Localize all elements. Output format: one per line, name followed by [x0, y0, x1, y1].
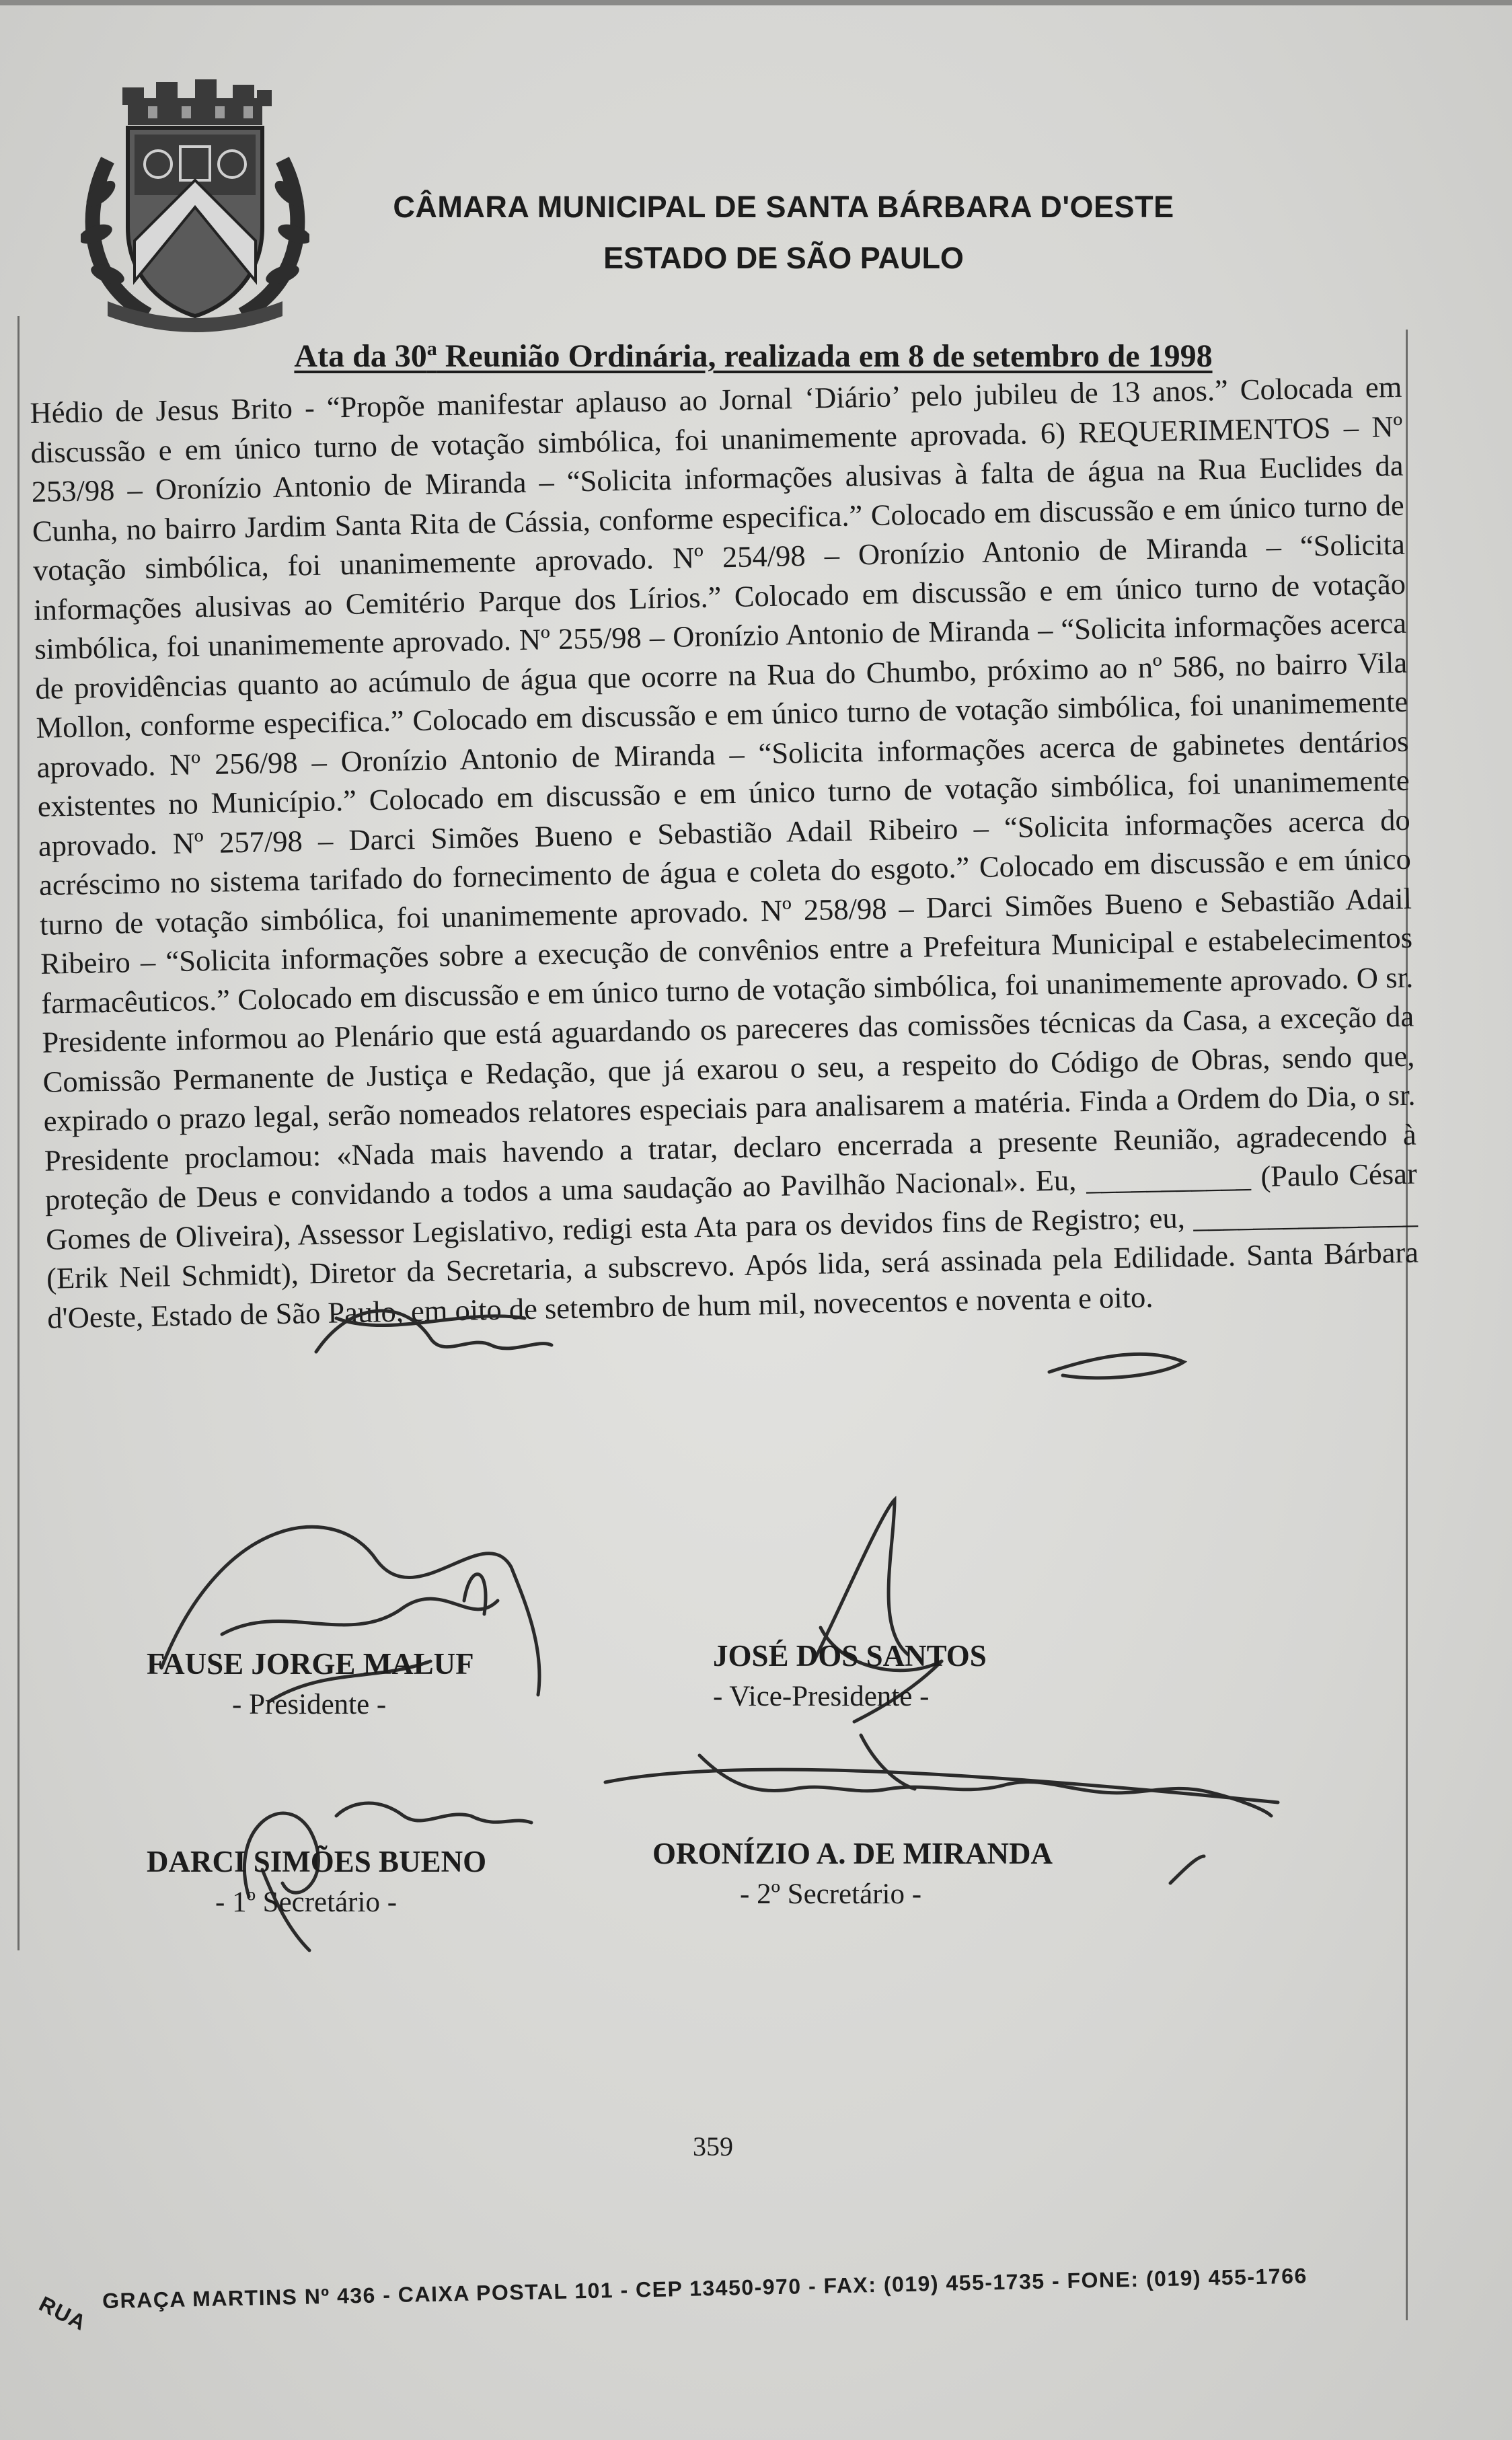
signatory-role: - 2º Secretário - — [740, 1878, 922, 1910]
signatory-name: DARCI SIMÕES BUENO — [147, 1845, 487, 1878]
state-name: ESTADO DE SÃO PAULO — [603, 241, 964, 275]
title-suffix: Reunião Ordinária, realizada em 8 de setembro de 1998 — [437, 338, 1213, 374]
page-number: 359 — [693, 2131, 733, 2162]
title-ordinal: a — [426, 338, 437, 360]
signatory-name: FAUSE JORGE MALUF — [147, 1647, 474, 1681]
footer-lead: RUA — [35, 2291, 91, 2336]
title-prefix: Ata da 30 — [294, 338, 427, 374]
signatory-name: ORONÍZIO A. DE MIRANDA — [652, 1837, 1053, 1870]
signatory-name: JOSÉ DOS SANTOS — [713, 1639, 987, 1673]
council-name: CÂMARA MUNICIPAL DE SANTA BÁRBARA D'OESTE — [393, 190, 1174, 224]
signatory-role: - Vice-Presidente - — [713, 1681, 930, 1712]
signatory-role: - Presidente - — [232, 1689, 387, 1720]
signatory-role: - 1º Secretário - — [215, 1886, 398, 1918]
footer-address: GRAÇA MARTINS Nº 436 - CAIXA POSTAL 101 - CEP 13450-970 - FAX: (019) 455-1735 - FONE: (019) 455-1766 — [102, 2263, 1308, 2314]
minutes-paragraph: Hédio de Jesus Brito - “Propõe manifestar aplauso ao Jornal ‘Diário’ pelo jubileu de 13 anos.” Colocada em discussão e em único turno de votação simbólica, foi unanimemente aprovada. 6) REQUERIMENTOS – Nº 253/98 – Oronízio Antonio de Miranda – “Solicita informações alusivas à falta de água na Rua Euclides da Cunha, no bairro Jardim Santa Rita de Cássia, conforme especifica.” Colocado em discussão e em único turno de votação simbólica, foi unanimemente aprovado. Nº 254/98 – Oronízio Antonio de Miranda – “Solicita informações alusivas ao Cemitério Parque dos Lírios.” Colocado em discussão e em único turno de votação simbólica, foi unanimemente aprovado. Nº 255/98 – Oronízio Antonio de Miranda – “Solicita informações acerca de providências quanto ao acúmulo de água que ocorre na Rua do Chumbo, próximo ao nº 586, no bairro Vila Mollon, conforme especifica.” Colocado em discussão e em único turno de votação simbólica, foi unanimemente aprovado. Nº 256/98 – Oronízio Antonio de Miranda – “Solicita informações acerca de gabinetes dentários existentes no Município.” Colocado em discussão e em único turno de votação simbólica, foi unanimemente aprovado. Nº 257/98 – Darci Simões Bueno e Sebastião Adail Ribeiro – “Solicita informações acerca do acréscimo no sistema tarifado do fornecimento de água e coleta do esgoto.” Colocado em discussão e em único turno de votação simbólica, foi unanimemente aprovado. Nº 258/98 – Darci Simões Bueno e Sebastião Adail Ribeiro – “Solicita informações sobre a execução de convênios entre a Prefeitura Municipal e estabelecimentos farmacêuticos.” Colocado em discussão e em único turno de votação simbólica, foi unanimemente aprovado. O sr. Presidente informou ao Plenário que está aguardando os pareceres das comissões técnicas da Casa, a exceção da Comissão Permanente de Justiça e Redação, que já exarou o seu, a respeito do Código de Obras, sendo que, expirado o prazo legal, serão nomeados relatores especiais para analisarem a matéria. Finda a Ordem do Dia, o sr. Presidente proclamou: «Nada mais havendo a tratar, declaro encerrada a presente Reunião, agradecendo à proteção de Deus e convidando a todos a uma saudação ao Pavilhão Nacional». Eu, ___________ (Paulo César Gomes de Oliveira), Assessor Legislativo, redigi esta Ata para os devidos fins de Registro; eu, _______________ (Erik Neil Schmidt), Diretor da Secretaria, a subscrevo. Após lida, será assinada pela Edilidade. Santa Bárbara d'Oeste, Estado de São Paulo, em oito de setembro de hum mil, novecentos e noventa e oito. — [30, 369, 1419, 1335]
